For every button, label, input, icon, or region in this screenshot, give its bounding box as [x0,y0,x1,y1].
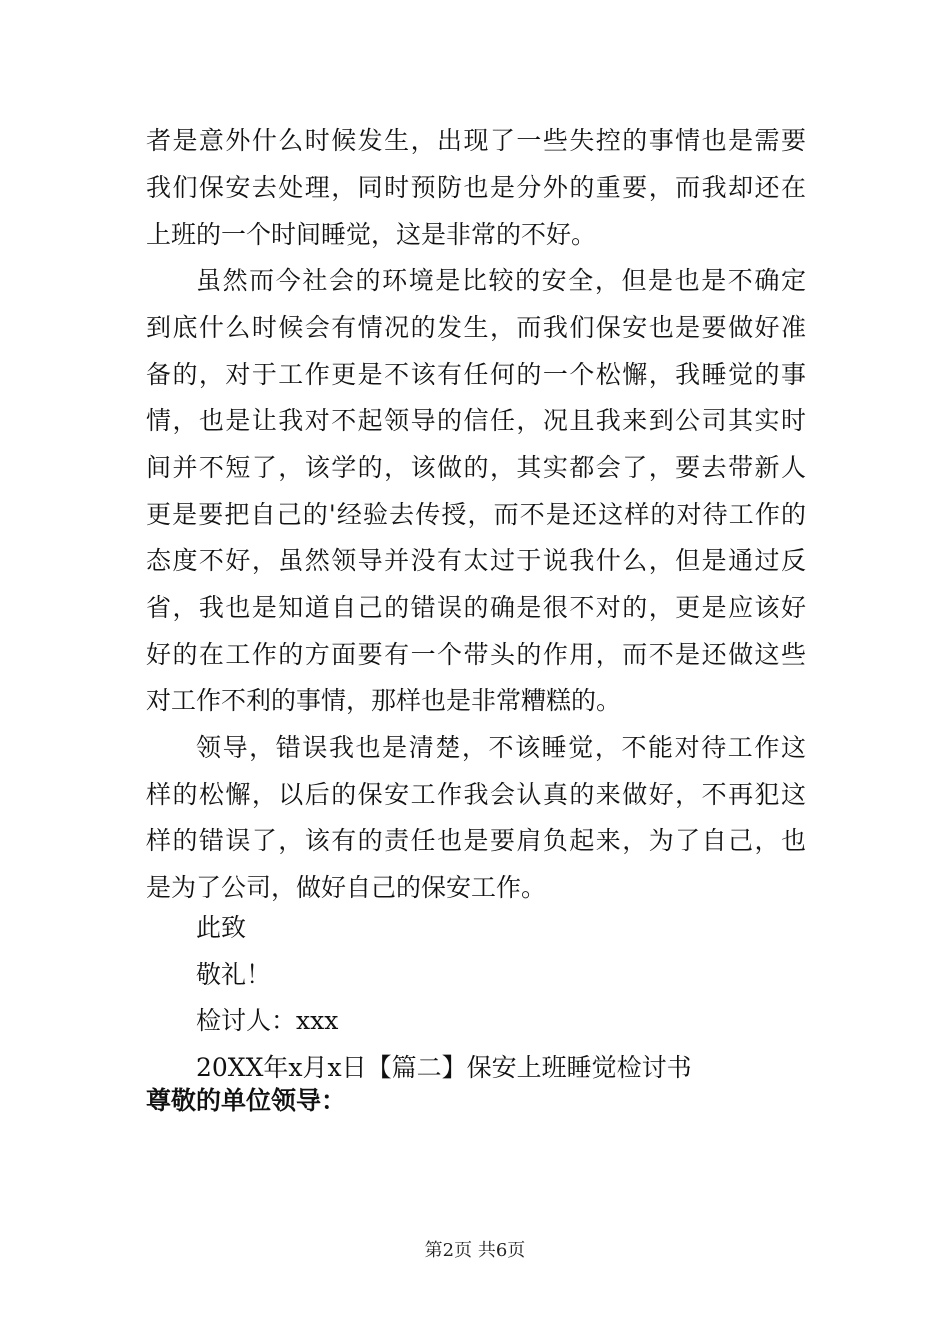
body-text-line: 态度不好，虽然领导并没有太过于说我什么，但是通过反 [146,546,806,575]
body-text-line: 样的错误了，该有的责任也是要肩负起来，为了自己，也 [146,826,806,855]
body-text-line: 省，我也是知道自己的错误的确是很不对的，更是应该好 [146,593,806,622]
body-text-line: 更是要把自己的'经验去传授，而不是还这样的对待工作的 [146,500,806,529]
body-text-line: 上班的一个时间睡觉，这是非常的不好。 [146,220,597,249]
body-text-line: 备的，对于工作更是不该有任何的一个松懈，我睡觉的事 [146,360,806,389]
body-text-line: 者是意外什么时候发生，出现了一些失控的事情也是需要 [146,126,806,155]
signer-line: 检讨人：xxx [196,1006,339,1035]
body-text-line: 对工作不利的事情，那样也是非常糟糕的。 [146,686,622,715]
page-footer: 第2页 共6页 [424,1240,526,1261]
section-heading: 尊敬的单位领导： [146,1086,347,1115]
closing-salutation: 此致 [196,913,247,942]
body-text-line: 虽然而今社会的环境是比较的安全，但是也是不确定 [196,266,806,295]
body-text-line: 好的在工作的方面要有一个带头的作用，而不是还做这些 [146,640,806,669]
body-text-line: 领导，错误我也是清楚，不该睡觉，不能对待工作这 [196,733,806,762]
body-text-line: 到底什么时候会有情况的发生，而我们保安也是要做好准 [146,313,806,342]
body-text-line: 间并不短了，该学的，该做的，其实都会了，要去带新人 [146,453,806,482]
body-text-line: 我们保安去处理，同时预防也是分外的重要，而我却还在 [146,173,806,202]
body-text-line: 是为了公司，做好自己的保安工作。 [146,873,547,902]
body-text-line: 样的松懈，以后的保安工作我会认真的来做好，不再犯这 [146,780,806,809]
body-text-line: 情，也是让我对不起领导的信任，况且我来到公司其实时 [146,406,806,435]
date-and-section-title: 20XX年x月x日【篇二】保安上班睡觉检讨书 [196,1053,692,1082]
closing-regards: 敬礼！ [196,960,272,989]
